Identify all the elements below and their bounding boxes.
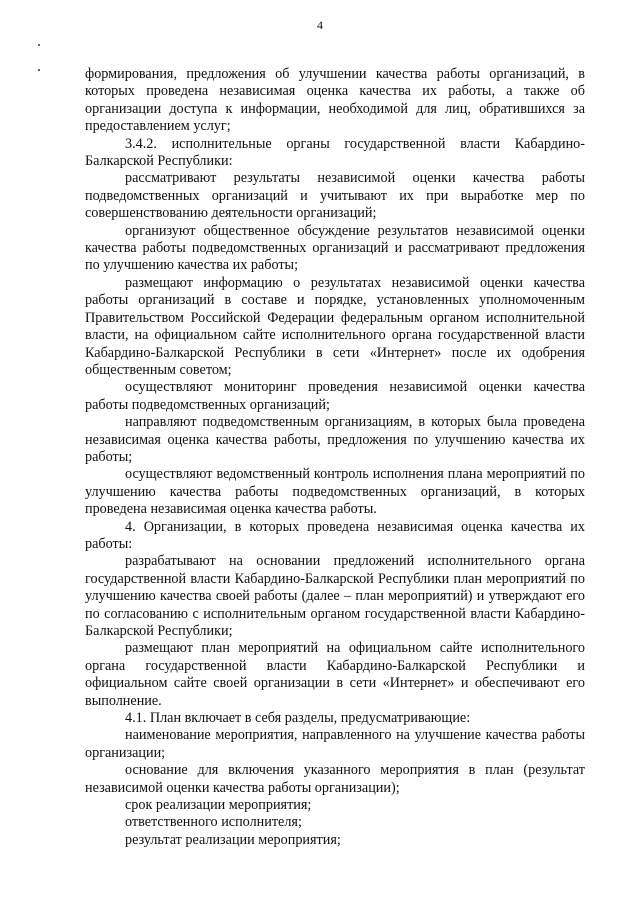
paragraph: осуществляют ведомственный контроль исполнения плана мероприятий по улучшению качества работы подведомственных организаций, в которых проведена независимая оценка качества работы. (85, 466, 585, 518)
paragraph: размещают информацию о результатах независимой оценки качества работы организаций в составе и порядке, установленных уполномоченным Правительством Российской Федерации федеральным органом исполнительной власти, на официальном сайте исполнительного органа государственной власти Кабардино-Балкарской Республики в сети «Интернет» после их одобрения общественным советом; (85, 274, 585, 378)
paragraph: рассматривают результаты независимой оценки качества работы подведомственных организаций и учитывают их при выработке мер по совершенствованию деятельности организаций; (85, 170, 585, 222)
page-number: 4 (317, 18, 323, 32)
paragraph: формирования, предложения об улучшении качества работы организаций, в которых проведена независимая оценка качества их работы, а также об организации доступа к информации, необходимой для лиц, обратившихся за предоставлением услуг; (85, 66, 585, 135)
paragraph: результат реализации мероприятия; (125, 831, 341, 848)
paragraph: 4.1. План включает в себя разделы, предусматривающие: (125, 710, 471, 727)
scan-speck (38, 69, 40, 71)
document-body (85, 66, 585, 849)
paragraph: разрабатывают на основании предложений исполнительного органа государственной власти Кабардино-Балкарской Республики план мероприятий по улучшению качества своей работы (далее – план мероприятий) и утверждают его по согласованию с исполнительным органом государственной власти Кабардино-Балкарской Республики; (85, 553, 585, 639)
paragraph: 3.4.2. исполнительные органы государственной власти Кабардино-Балкарской Республики: (85, 135, 585, 170)
paragraph: наименование мероприятия, направленного на улучшение качества работы организации; (85, 727, 585, 761)
scan-speck (38, 44, 40, 46)
paragraph: направляют подведомственным организациям, в которых была проведена независимая оценка качества работы, предложения по улучшению качества их работы; (85, 414, 585, 465)
paragraph: срок реализации мероприятия; (125, 797, 312, 814)
paragraph: ответственного исполнителя; (125, 814, 302, 831)
paragraph: 4. Организации, в которых проведена независимая оценка качества их работы: (85, 518, 585, 552)
paragraph: размещают план мероприятий на официальном сайте исполнительного органа государственной власти Кабардино-Балкарской Республики и официальном сайте своей организации в сети «Интернет» и обеспечивают его выполнение. (85, 640, 585, 709)
paragraph: основание для включения указанного мероприятия в план (результат независимой оценки качества работы организации); (85, 762, 585, 796)
paragraph: осуществляют мониторинг проведения независимой оценки качества работы подведомственных организаций; (85, 379, 585, 413)
paragraph: организуют общественное обсуждение результатов независимой оценки качества работы подведомственных организаций и рассматривают предложения по улучшению качества их работы; (85, 222, 585, 274)
